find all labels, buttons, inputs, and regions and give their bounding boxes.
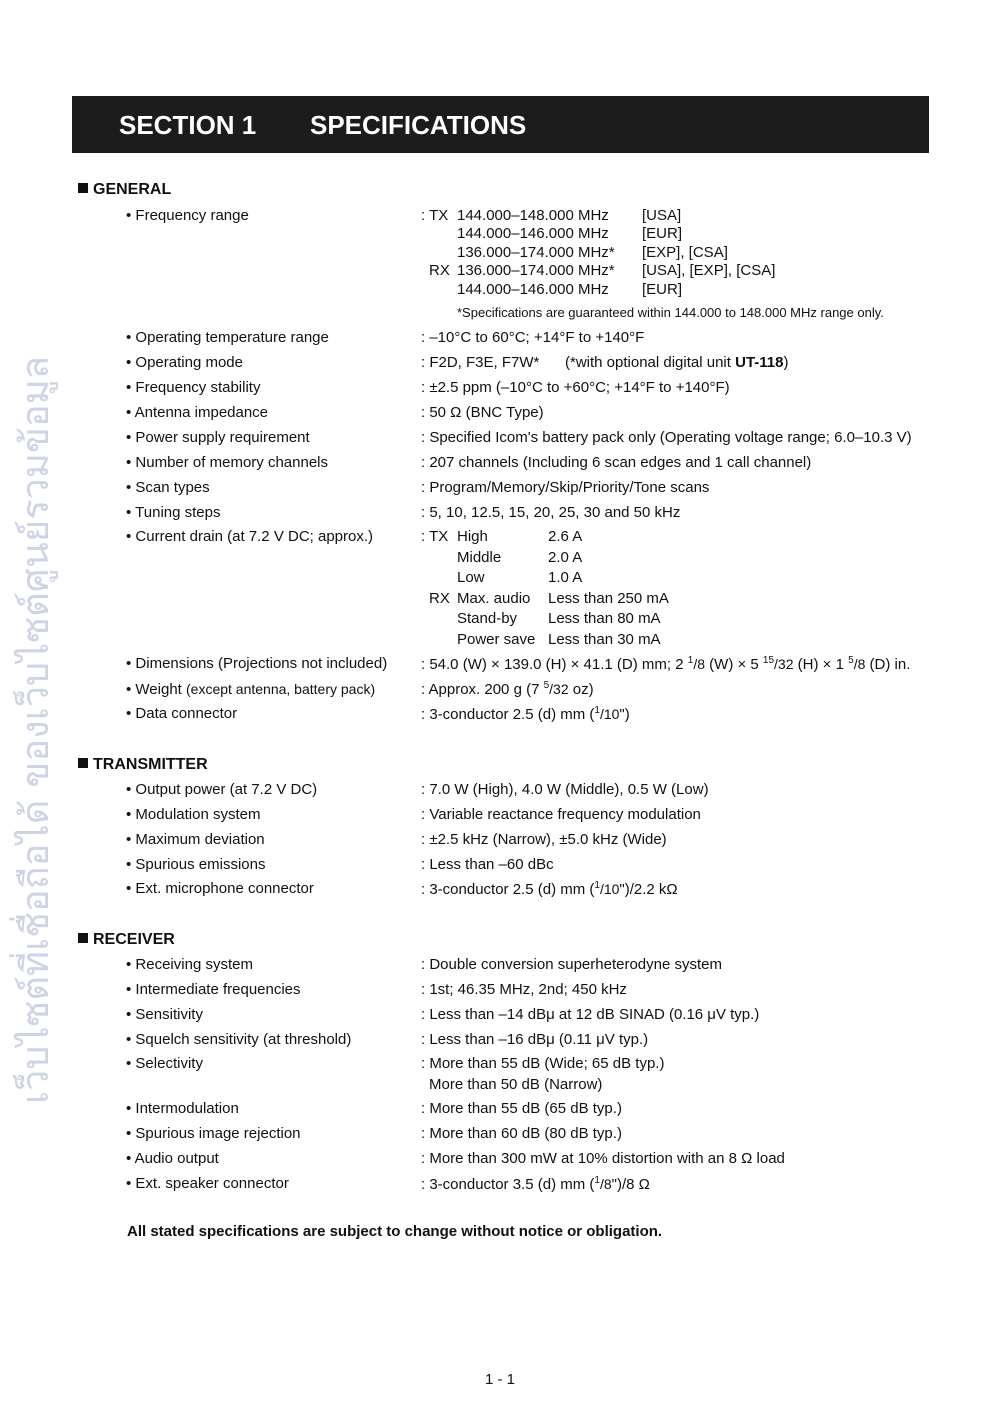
square-bullet-icon	[78, 758, 88, 768]
spec-row: • Maximum deviation : ±2.5 kHz (Narrow), ±5.0 kHz (Wide)	[126, 831, 667, 848]
spec-row: • Antenna impedance : 50 Ω (BNC Type)	[126, 404, 544, 421]
spec-row: • Tuning steps : 5, 10, 12.5, 15, 20, 25, 30 and 50 kHz	[126, 504, 681, 521]
spec-row: • Frequency stability : ±2.5 ppm (–10°C to +60°C; +14°F to +140°F)	[126, 379, 730, 396]
current-row: Stand-by Less than 80 mA	[457, 610, 661, 627]
watermark-text: เว็บไซต์ที่เชื่อถือได้ ของเว็บไซต์ศูนย์รวมข้อมูล	[13, 355, 57, 1105]
spec-row: • Modulation system : Variable reactance frequency modulation	[126, 806, 701, 823]
section-title: SPECIFICATIONS	[310, 110, 527, 140]
spec-row: • Intermodulation : More than 55 dB (65 dB typ.)	[126, 1100, 622, 1117]
spec-row: • Audio output : More than 300 mW at 10% distortion with an 8 Ω load	[126, 1150, 785, 1167]
spec-current-drain: • Current drain (at 7.2 V DC; approx.) : TX High 2.6 A	[126, 528, 583, 545]
spec-row: • Squelch sensitivity (at threshold) : Less than –16 dBμ (0.11 μV typ.)	[126, 1031, 649, 1048]
spec-dimensions: • Dimensions (Projections not included) : 54.0 (W) × 139.0 (H) × 41.1 (D) mm; 2 $^1$/8 (W) × 5 $^{15}$/32 (H) × 1 $^5$/8 (D) in.	[126, 655, 911, 673]
spec-row: • Output power (at 7.2 V DC) : 7.0 W (High), 4.0 W (Middle), 0.5 W (Low)	[126, 781, 709, 798]
current-row: Low 1.0 A	[457, 569, 583, 586]
spec-row: • Selectivity : More than 55 dB (Wide; 65 dB typ.)	[126, 1055, 665, 1072]
spec-row: • Spurious emissions : Less than –60 dBc	[126, 856, 554, 873]
section-number: SECTION 1	[119, 110, 257, 140]
spec-speaker-connector: • Ext. speaker connector : 3-conductor 3.5 (d) mm ($^1$/8")/8 Ω	[126, 1175, 650, 1193]
page-number: 1 - 1	[484, 1371, 515, 1388]
spec-row: • Power supply requirement : Specified Icom's battery pack only (Operating voltage range; 6.0–10.3 V)	[126, 429, 912, 446]
disclaimer-note: All stated specifications are subject to change without notice or obligation.	[127, 1223, 663, 1240]
heading-transmitter: TRANSMITTER	[78, 755, 208, 775]
spec-row-continued: More than 50 dB (Narrow)	[429, 1076, 603, 1093]
section-header	[72, 96, 929, 153]
spec-row: • Scan types : Program/Memory/Skip/Priority/Tone scans	[126, 479, 710, 496]
spec-row: • Receiving system : Double conversion superheterodyne system	[126, 956, 722, 973]
spec-mic-connector: • Ext. microphone connector : 3-conductor 2.5 (d) mm ($^1$/10")/2.2 kΩ	[126, 880, 678, 898]
freq-line: 144.000–146.000 MHz [EUR]	[457, 281, 683, 298]
freq-line: 136.000–174.000 MHz* [EXP], [CSA]	[457, 244, 728, 261]
spec-row: • Sensitivity : Less than –14 dBμ at 12 dB SINAD (0.16 μV typ.)	[126, 1006, 760, 1023]
freq-line: 144.000–146.000 MHz [EUR]	[457, 225, 683, 242]
square-bullet-icon	[78, 933, 88, 943]
spec-row: • Intermediate frequencies : 1st; 46.35 MHz, 2nd; 450 kHz	[126, 981, 627, 998]
current-row: Power save Less than 30 mA	[457, 631, 661, 648]
freq-note: *Specifications are guaranteed within 144.000 to 148.000 MHz range only.	[457, 305, 884, 320]
heading-general: GENERAL	[78, 180, 171, 200]
spec-weight: • Weight (except antenna, battery pack) : Approx. 200 g (7 $^5$/32 oz)	[126, 680, 594, 698]
spec-row: • Number of memory channels : 207 channels (Including 6 scan edges and 1 call channel)	[126, 454, 812, 471]
spec-row: • Operating temperature range : –10°C to 60°C; +14°F to +140°F	[126, 329, 645, 346]
heading-receiver: RECEIVER	[78, 930, 175, 950]
spec-row: • Spurious image rejection : More than 60 dB (80 dB typ.)	[126, 1125, 622, 1142]
spec-frequency-range: • Frequency range : TX 144.000–148.000 MHz [USA]	[126, 207, 682, 224]
current-row: Middle 2.0 A	[457, 549, 583, 566]
freq-line: RX 136.000–174.000 MHz* [USA], [EXP], [CSA]	[429, 262, 776, 279]
square-bullet-icon	[78, 183, 88, 193]
spec-row: • Operating mode : F2D, F3E, F7W* (*with optional digital unit UT-118)	[126, 354, 789, 371]
current-row: RX Max. audio Less than 250 mA	[429, 590, 669, 607]
spec-data-connector: • Data connector : 3-conductor 2.5 (d) mm ($^1$/10")	[126, 705, 630, 723]
